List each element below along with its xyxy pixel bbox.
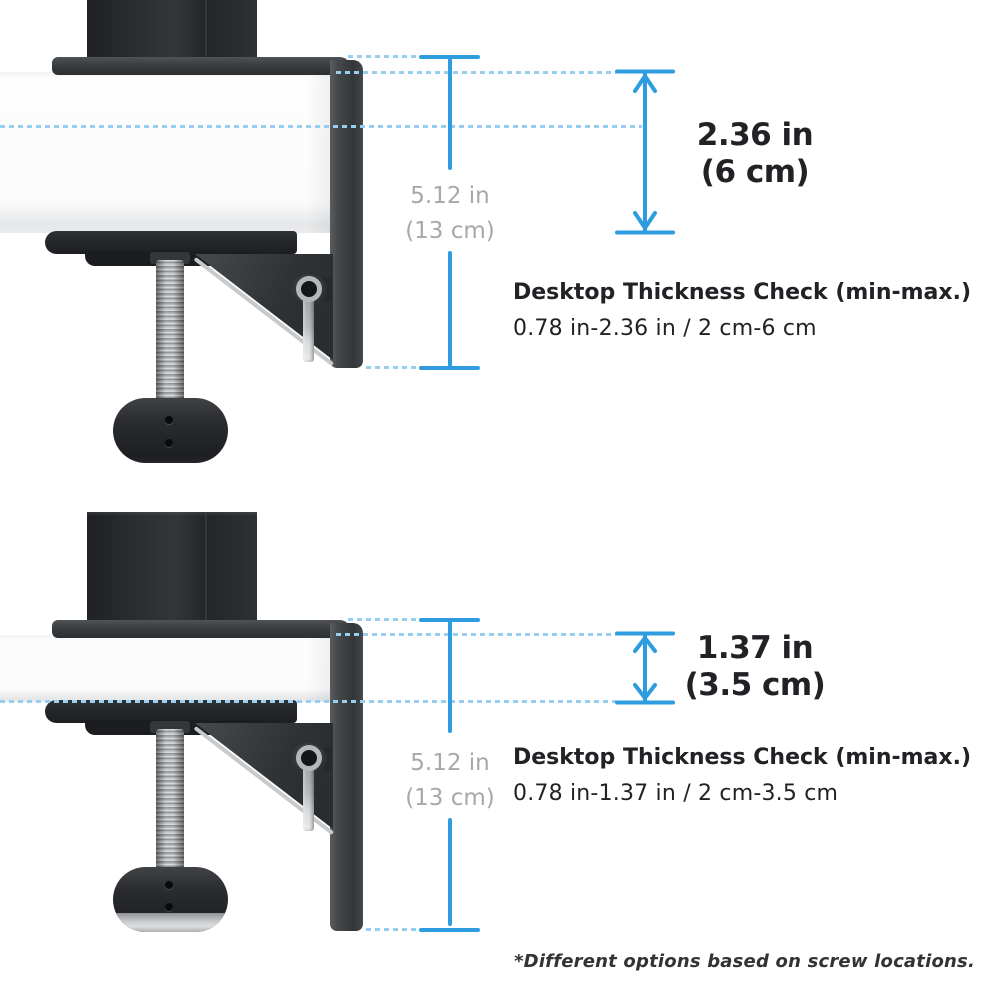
dashed-guide-line [366, 366, 418, 369]
desk-thickness-value: 2.36 in [696, 117, 814, 153]
knob-hole [165, 881, 173, 889]
locking-pin-loop [296, 745, 322, 771]
desk-slab [0, 635, 337, 702]
knob-hole [165, 416, 173, 424]
thickness-check-range: 0.78 in-1.37 in / 2 cm-3.5 cm [513, 781, 839, 806]
desk-thickness-metric: (3.5 cm) [684, 667, 826, 703]
thickness-check-title: Desktop Thickness Check (min-max.) [513, 280, 972, 305]
clamp-screw-knob [113, 867, 228, 932]
clamp-height-label [385, 746, 515, 816]
thickness-check-block [513, 745, 971, 806]
desk-slab [0, 72, 337, 233]
height-measure-cap-bottom [419, 366, 480, 370]
thickness-check-range: 0.78 in-2.36 in / 2 cm-6 cm [513, 316, 817, 341]
desk-thickness-metric: (6 cm) [700, 154, 810, 190]
height-measure-line [448, 818, 452, 926]
clamp-top-plate [52, 57, 350, 75]
height-measure-line [448, 621, 452, 733]
clamp-top-plate [52, 620, 350, 638]
desk-thickness-label [630, 630, 880, 704]
footnote: *Different options based on screw locations. [514, 951, 975, 972]
knob-metal-band [113, 913, 228, 932]
desk-thickness-value: 1.37 in [696, 630, 814, 666]
clamp-height-label [385, 179, 515, 249]
monitor-pole [87, 512, 257, 621]
dashed-guide-line [336, 71, 616, 74]
knob-hole [165, 903, 173, 911]
dashed-guide-line [0, 700, 616, 703]
height-measure-line [448, 58, 452, 170]
thickness-check-title: Desktop Thickness Check (min-max.) [513, 745, 972, 770]
dashed-guide-line [0, 125, 642, 128]
clamp-height-value: 5.12 in [410, 750, 490, 776]
dashed-guide-line [348, 618, 418, 621]
locking-pin-loop [296, 276, 322, 302]
clamp-height-metric: (13 cm) [405, 218, 495, 244]
monitor-pole [87, 0, 257, 58]
clamp-screw-rod [156, 729, 184, 869]
desk-thickness-label [630, 117, 880, 191]
clamp-height-metric: (13 cm) [405, 785, 495, 811]
knob-hole [165, 439, 173, 447]
dashed-guide-line [336, 633, 616, 636]
thickness-check-block [513, 280, 971, 341]
clamp-screw-rod [156, 260, 184, 402]
clamp-screw-knob [113, 398, 228, 463]
dashed-guide-line [366, 928, 418, 931]
clamp-bracket [330, 60, 363, 368]
height-measure-cap-bottom [419, 928, 480, 932]
dashed-guide-line [348, 55, 418, 58]
clamp-bracket [330, 623, 363, 931]
clamp-height-value: 5.12 in [410, 183, 490, 209]
height-measure-line [448, 251, 452, 367]
